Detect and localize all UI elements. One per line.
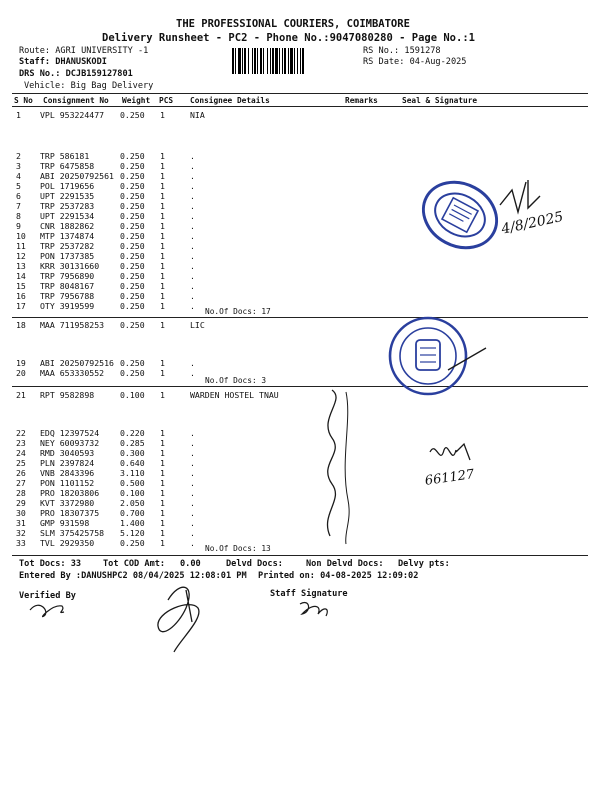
cell-consignee-dot: .	[190, 191, 195, 201]
cell-weight: 0.220	[120, 428, 145, 438]
cell-consignment: TRP 2537283	[40, 201, 95, 211]
round-seal-stamp-lic	[390, 318, 466, 394]
cell-pcs: 1	[160, 271, 165, 281]
verified-signature	[30, 605, 64, 616]
cell-consignee-dot: .	[190, 181, 195, 191]
cell-weight: 5.120	[120, 528, 145, 538]
col-pcs: PCS	[159, 96, 174, 105]
cell-pcs: 1	[160, 251, 165, 261]
cell-weight: 0.250	[120, 271, 145, 281]
cell-weight: 0.250	[120, 281, 145, 291]
cell-sno: 11	[16, 241, 26, 251]
cell-consignee-dot: .	[190, 368, 195, 378]
group-docs-count: No.Of Docs: 13	[205, 544, 271, 553]
cell-pcs: 1	[160, 301, 165, 311]
cell-weight: 0.100	[120, 488, 145, 498]
cell-weight: 2.050	[120, 498, 145, 508]
round-seal-stamp-nia	[412, 170, 508, 260]
cell-consignment: KVT 3372980	[40, 498, 95, 508]
cell-pcs: 1	[160, 478, 165, 488]
cell-sno: 30	[16, 508, 26, 518]
cell-sno: 12	[16, 251, 26, 261]
cell-consignee-dot: .	[190, 438, 195, 448]
cell-weight: 0.250	[120, 368, 145, 378]
col-consignment: Consignment No	[43, 96, 109, 105]
cell-pcs: 1	[160, 281, 165, 291]
consignee-name: NIA	[190, 110, 205, 120]
cell-consignee-dot: .	[190, 508, 195, 518]
cell-consignment: EDQ 12397524	[40, 428, 100, 438]
cell-consignment: TRP 7956890	[40, 271, 95, 281]
entered-by: Entered By :DANUSHPC2 08/04/2025 12:08:01 PM	[19, 571, 247, 581]
cell-consignment: TRP 6475858	[40, 161, 95, 171]
cell-weight: 1.400	[120, 518, 145, 528]
staff-signature-label: Staff Signature	[270, 589, 348, 599]
cell-weight: 0.250	[120, 358, 145, 368]
cell-sno: 33	[16, 538, 26, 548]
brace-mark-right	[345, 392, 349, 544]
rs-date-label: RS Date: 04-Aug-2025	[363, 57, 467, 67]
cell-weight: 0.300	[120, 448, 145, 458]
cell-consignee-dot: .	[190, 518, 195, 528]
col-weight: Weight	[122, 96, 151, 105]
cell-sno: 9	[16, 221, 21, 231]
cell-consignee-dot: .	[190, 358, 195, 368]
cell-consignee-dot: .	[190, 211, 195, 221]
signature-mark-nia	[500, 180, 540, 212]
cell-sno: 15	[16, 281, 26, 291]
cell-sno: 20	[16, 368, 26, 378]
cell-sno: 22	[16, 428, 26, 438]
cell-pcs: 1	[160, 368, 165, 378]
cell-consignee-dot: .	[190, 291, 195, 301]
cell-sno: 1	[16, 110, 21, 120]
handwritten-number: 661127	[424, 467, 476, 489]
cell-consignment: MTP 1374874	[40, 231, 95, 241]
cell-weight: 0.250	[120, 538, 145, 548]
cell-pcs: 1	[160, 528, 165, 538]
cell-sno: 28	[16, 488, 26, 498]
cell-consignment: PRO 18307375	[40, 508, 100, 518]
cell-pcs: 1	[160, 498, 165, 508]
cell-pcs: 1	[160, 390, 165, 400]
cell-consignee-dot: .	[190, 448, 195, 458]
cell-consignee-dot: .	[190, 231, 195, 241]
cell-consignment: ABI 20250792516	[40, 358, 114, 368]
cell-weight: 3.110	[120, 468, 145, 478]
cell-consignment: PRO 18203806	[40, 488, 100, 498]
cell-pcs: 1	[160, 518, 165, 528]
cell-consignment: TRP 7956788	[40, 291, 95, 301]
cell-consignee-dot: .	[190, 241, 195, 251]
cell-consignment: TRP 2537282	[40, 241, 95, 251]
cell-consignee-dot: .	[190, 538, 195, 548]
signature-mark-lic	[448, 348, 486, 370]
initials-mark	[430, 444, 470, 460]
verified-large-signature	[158, 587, 199, 652]
cell-consignment: UPT 2291535	[40, 191, 95, 201]
cell-consignment: PLN 2397824	[40, 458, 95, 468]
group-divider	[12, 317, 588, 318]
cell-weight: 0.250	[120, 191, 145, 201]
cell-consignee-dot: .	[190, 301, 195, 311]
cell-weight: 0.640	[120, 458, 145, 468]
route-label: Route: AGRI UNIVERSITY -1	[19, 46, 149, 56]
cell-weight: 0.250	[120, 301, 145, 311]
cell-pcs: 1	[160, 161, 165, 171]
cell-consignment: ABI 20250792561	[40, 171, 114, 181]
cell-consignee-dot: .	[190, 498, 195, 508]
cell-pcs: 1	[160, 291, 165, 301]
brace-mark	[327, 390, 336, 536]
header-bottom-rule	[12, 106, 588, 107]
cell-pcs: 1	[160, 221, 165, 231]
runsheet-subtitle: Delivery Runsheet - PC2 - Phone No.:9047080280 - Page No.:1	[102, 32, 475, 44]
cell-consignment: UPT 2291534	[40, 211, 95, 221]
cell-pcs: 1	[160, 151, 165, 161]
cell-sno: 3	[16, 161, 21, 171]
cell-sno: 4	[16, 171, 21, 181]
consignee-name: WARDEN HOSTEL TNAU	[190, 390, 279, 400]
cell-pcs: 1	[160, 261, 165, 271]
cell-sno: 25	[16, 458, 26, 468]
cell-consignment: TRP 586181	[40, 151, 90, 161]
cell-consignment: TVL 2929350	[40, 538, 95, 548]
cell-weight: 0.250	[120, 231, 145, 241]
cell-sno: 18	[16, 320, 26, 330]
cell-pcs: 1	[160, 358, 165, 368]
staff-signature-mark	[300, 603, 327, 616]
cell-sno: 21	[16, 390, 26, 400]
cell-consignment: SLM 375425758	[40, 528, 105, 538]
footer-rule	[12, 555, 588, 556]
group-docs-count: No.Of Docs: 3	[205, 376, 267, 385]
cell-consignment: NEY 60093732	[40, 438, 100, 448]
cell-consignee-dot: .	[190, 488, 195, 498]
col-seal: Seal & Signature	[402, 96, 478, 105]
cell-consignee-dot: .	[190, 271, 195, 281]
cell-sno: 23	[16, 438, 26, 448]
cell-weight: 0.250	[120, 261, 145, 271]
cell-sno: 26	[16, 468, 26, 478]
header-top-rule	[12, 93, 588, 94]
company-title: THE PROFESSIONAL COURIERS, COIMBATORE	[176, 18, 410, 30]
cell-weight: 0.250	[120, 291, 145, 301]
cell-sno: 32	[16, 528, 26, 538]
cell-consignment: GMP 931598	[40, 518, 90, 528]
cell-pcs: 1	[160, 181, 165, 191]
cell-sno: 16	[16, 291, 26, 301]
cell-consignee-dot: .	[190, 201, 195, 211]
cell-weight: 0.100	[120, 390, 145, 400]
cell-weight: 0.250	[120, 161, 145, 171]
cell-consignee-dot: .	[190, 528, 195, 538]
cell-weight: 0.250	[120, 110, 145, 120]
cell-weight: 0.250	[120, 241, 145, 251]
cell-sno: 29	[16, 498, 26, 508]
group-divider	[12, 386, 588, 387]
cell-pcs: 1	[160, 488, 165, 498]
consignee-name: LIC	[190, 320, 205, 330]
cell-pcs: 1	[160, 171, 165, 181]
col-remarks: Remarks	[345, 96, 378, 105]
cell-weight: 0.250	[120, 251, 145, 261]
cell-weight: 0.250	[120, 181, 145, 191]
col-consignee: Consignee Details	[190, 96, 270, 105]
staff-label: Staff: DHANUSKODI	[19, 57, 107, 67]
cell-pcs: 1	[160, 438, 165, 448]
cell-sno: 10	[16, 231, 26, 241]
cell-consignee-dot: .	[190, 281, 195, 291]
cell-consignment: MAA 653330552	[40, 368, 105, 378]
cell-consignment: MAA 711958253	[40, 320, 105, 330]
cell-consignment: KRR 30131660	[40, 261, 100, 271]
cell-pcs: 1	[160, 468, 165, 478]
drs-label: DRS No.: DCJB159127801	[19, 69, 133, 79]
cell-consignment: POL 1719656	[40, 181, 95, 191]
cell-pcs: 1	[160, 448, 165, 458]
vehicle-label: Vehicle: Big Bag Delivery	[24, 81, 154, 91]
cell-pcs: 1	[160, 320, 165, 330]
cell-consignee-dot: .	[190, 151, 195, 161]
cell-sno: 17	[16, 301, 26, 311]
cell-consignment: CNR 1882862	[40, 221, 95, 231]
col-sno: S No	[14, 96, 33, 105]
cell-consignee-dot: .	[190, 251, 195, 261]
handwritten-date: 4/8/2025	[500, 208, 565, 238]
cell-consignment: PON 1101152	[40, 478, 95, 488]
cell-consignee-dot: .	[190, 478, 195, 488]
cell-consignment: TRP 8048167	[40, 281, 95, 291]
verified-by: Verified By	[19, 591, 76, 601]
cell-sno: 2	[16, 151, 21, 161]
cell-weight: 0.500	[120, 478, 145, 488]
cell-consignee-dot: .	[190, 468, 195, 478]
cell-sno: 19	[16, 358, 26, 368]
cell-consignment: RMD 3040593	[40, 448, 95, 458]
cell-consignment: VNB 2843396	[40, 468, 95, 478]
cell-sno: 24	[16, 448, 26, 458]
cell-pcs: 1	[160, 201, 165, 211]
cell-weight: 0.250	[120, 201, 145, 211]
cell-sno: 14	[16, 271, 26, 281]
tot-cod: Tot COD Amt:	[103, 559, 166, 569]
cell-sno: 31	[16, 518, 26, 528]
cell-consignment: OTY 3919599	[40, 301, 95, 311]
delvy-pts: Delvy pts:	[398, 559, 450, 569]
cell-consignment: PON 1737385	[40, 251, 95, 261]
cod-value: 0.00	[180, 559, 201, 569]
cell-sno: 13	[16, 261, 26, 271]
cell-weight: 0.285	[120, 438, 145, 448]
delvd-docs: Delvd Docs:	[226, 559, 283, 569]
barcode	[232, 48, 356, 74]
cell-sno: 5	[16, 181, 21, 191]
cell-consignee-dot: .	[190, 428, 195, 438]
cell-consignment: RPT 9582898	[40, 390, 95, 400]
non-delvd-docs: Non Delvd Docs:	[306, 559, 384, 569]
cell-pcs: 1	[160, 211, 165, 221]
cell-pcs: 1	[160, 508, 165, 518]
cell-pcs: 1	[160, 231, 165, 241]
cell-sno: 7	[16, 201, 21, 211]
cell-consignee-dot: .	[190, 171, 195, 181]
cell-pcs: 1	[160, 538, 165, 548]
cell-pcs: 1	[160, 191, 165, 201]
cell-pcs: 1	[160, 110, 165, 120]
cell-consignee-dot: .	[190, 458, 195, 468]
cell-pcs: 1	[160, 458, 165, 468]
rs-no-label: RS No.: 1591278	[363, 46, 441, 56]
cell-weight: 0.700	[120, 508, 145, 518]
cell-weight: 0.250	[120, 320, 145, 330]
barcode-bar	[304, 48, 307, 74]
cell-sno: 6	[16, 191, 21, 201]
cell-sno: 27	[16, 478, 26, 488]
cell-consignee-dot: .	[190, 161, 195, 171]
printed-on: Printed on: 04-08-2025 12:09:02	[258, 571, 419, 581]
cell-consignee-dot: .	[190, 261, 195, 271]
group-docs-count: No.Of Docs: 17	[205, 307, 271, 316]
cell-consignment: VPL 953224477	[40, 110, 105, 120]
cell-weight: 0.250	[120, 221, 145, 231]
cell-sno: 8	[16, 211, 21, 221]
cell-consignee-dot: .	[190, 221, 195, 231]
cell-weight: 0.250	[120, 151, 145, 161]
tot-docs: Tot Docs: 33	[19, 559, 82, 569]
cell-weight: 0.250	[120, 211, 145, 221]
cell-pcs: 1	[160, 428, 165, 438]
cell-weight: 0.250	[120, 171, 145, 181]
cell-pcs: 1	[160, 241, 165, 251]
